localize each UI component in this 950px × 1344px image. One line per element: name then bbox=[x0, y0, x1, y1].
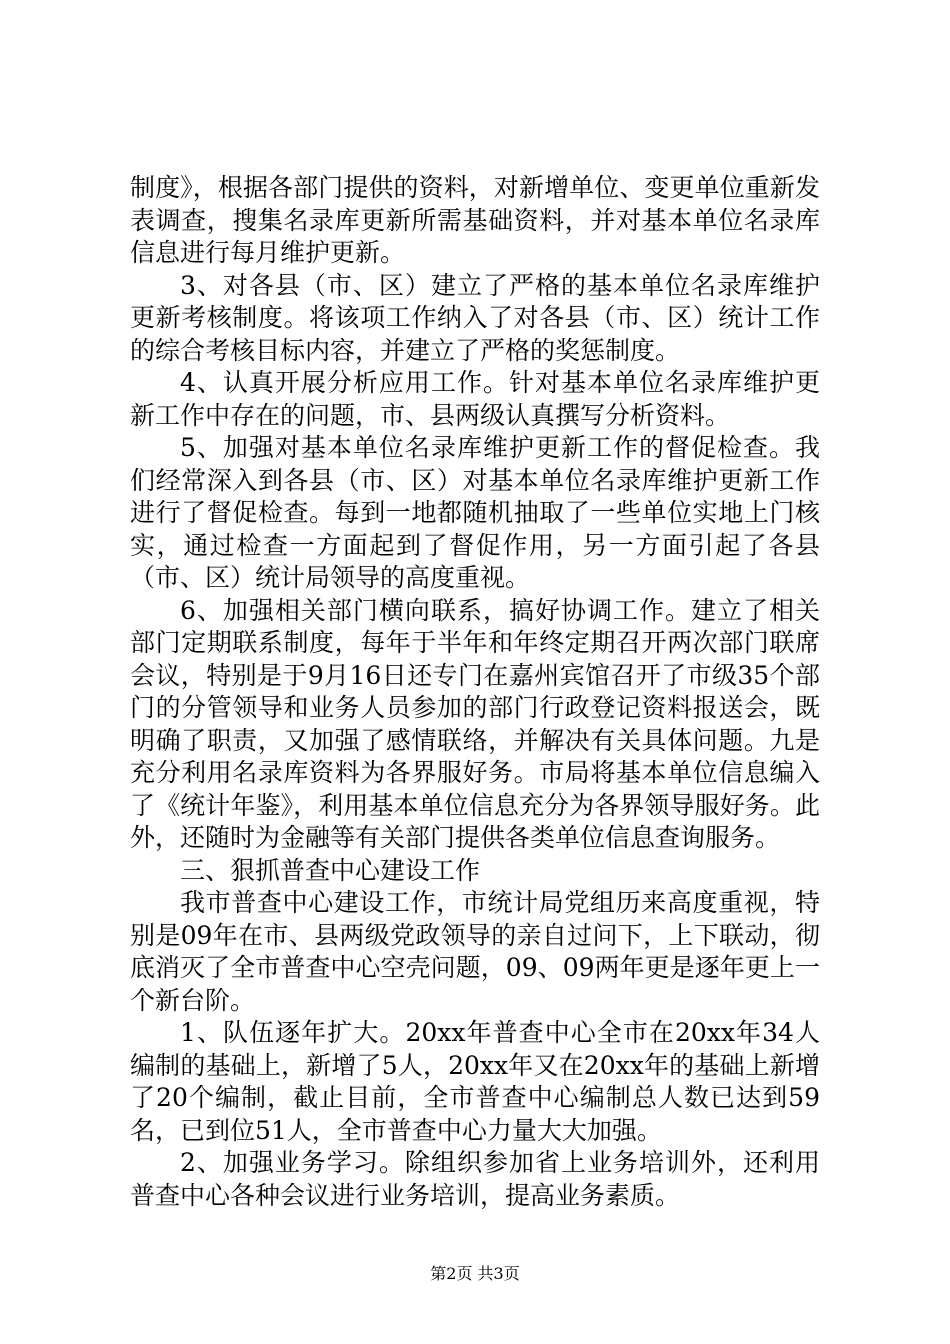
paragraph-2: 3、对各县（市、区）建立了严格的基本单位名录库维护更新考核制度。将该项工作纳入了对各县（市、区）统计工作的综合考核目标内容，并建立了严格的奖惩制度。 bbox=[130, 270, 820, 365]
paragraph-5: 6、加强相关部门横向联系，搞好协调工作。建立了相关部门定期联系制度，每年于半年和年终定期召开两次部门联席会议，特别是于9月16日还专门在嘉州宾馆召开了市级35个部门的分管领导和业务人员参加的部门行政登记资料报送会，既明确了职责，又加强了感情联络，并解决有关具体问题。九是充分利用名录库资料为各界服好务。市局将基本单位信息编入了《统计年鉴》，利用基本单位信息充分为各界领导服好务。此外，还随时为金融等有关部门提供各类单位信息查询服务。 bbox=[130, 595, 820, 852]
paragraph-3: 4、认真开展分析应用工作。针对基本单位名录库维护更新工作中存在的问题，市、县两级认真撰写分析资料。 bbox=[130, 368, 820, 430]
paragraph-4: 5、加强对基本单位名录库维护更新工作的督促检查。我们经常深入到各县（市、区）对基本单位名录库维护更新工作进行了督促检查。每到一地都随机抽取了一些单位实地上门核实，通过检查一方面起到了督促作用，另一方面引起了各县（市、区）统计局领导的高度重视。 bbox=[130, 433, 820, 592]
section-heading: 三、狠抓普查中心建设工作 bbox=[180, 855, 481, 885]
document-body bbox=[130, 172, 820, 1212]
paragraph-9: 2、加强业务学习。除组织参加省上业务培训外，还利用普查中心各种会议进行业务培训，提高业务素质。 bbox=[130, 1148, 820, 1210]
paragraph-1: 制度》，根据各部门提供的资料，对新增单位、变更单位重新发表调查，搜集名录库更新所需基础资料，并对基本单位名录库信息进行每月维护更新。 bbox=[130, 173, 820, 267]
page-footer: 第2页 共3页 bbox=[430, 1264, 520, 1283]
paragraph-8: 1、队伍逐年扩大。20xx年普查中心全市在20xx年34人编制的基础上，新增了5人，20xx年又在20xx年的基础上新增了20个编制，截止目前，全市普查中心编制总人数已达到59名，已到位51人，全市普查中心力量大大加强。 bbox=[130, 1018, 820, 1145]
paragraph-7: 我市普查中心建设工作，市统计局党组历来高度重视，特别是09年在市、县两级党政领导的亲自过问下，上下联动，彻底消灭了全市普查中心空壳问题，09、09两年更是逐年更上一个新台阶。 bbox=[130, 888, 820, 1015]
